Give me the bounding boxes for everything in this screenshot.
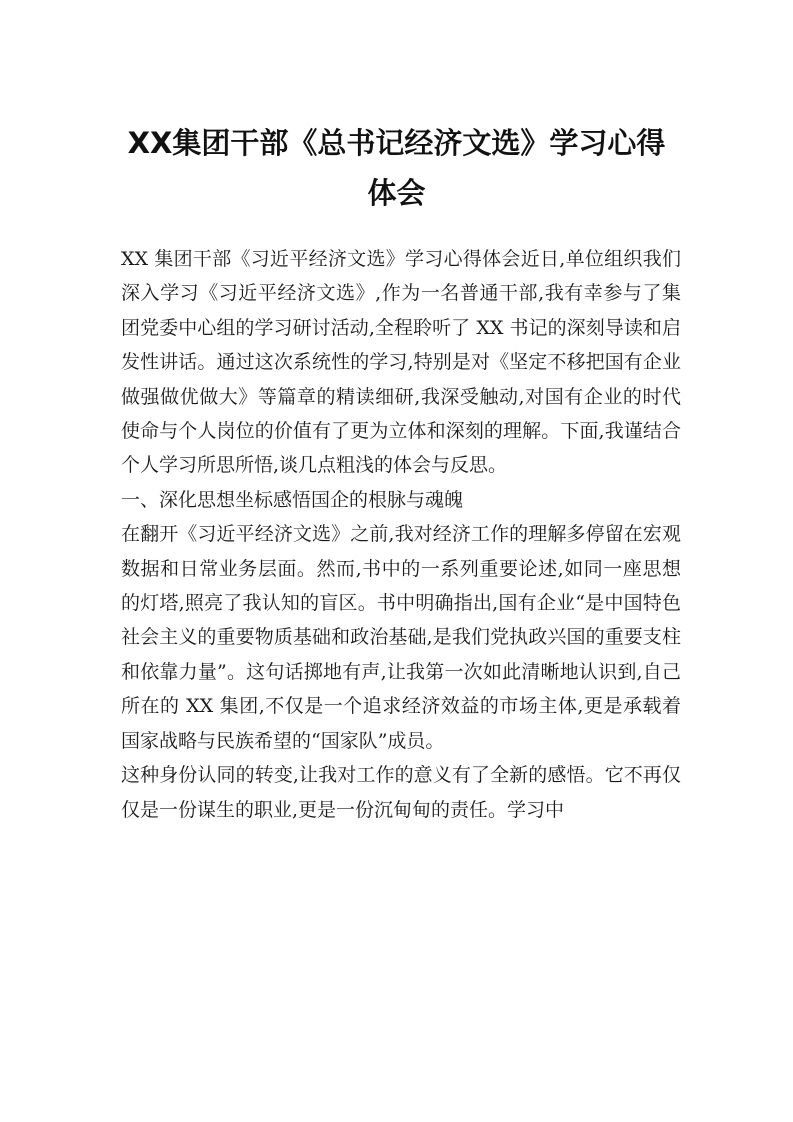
title-line-1: XX集团干部《总书记经济文选》学习心得 <box>127 126 666 160</box>
paragraph-intro: XX 集团干部《习近平经济文选》学习心得体会近日,单位组织我们深入学习《习近平经济文选》,作为一名普通干部,我有幸参与了集团党委中心组的学习研讨活动,全程聆听了 XX 书记的深刻导读和启发性讲话。通过这次系统性的学习,特别是对《坚定不移把国有企业做强做优做大》等篇章的精读细研,我深受触动,对国有企业的时代使命与个人岗位的价值有了更为立体和深刻的理解。下面,我谨结合个人学习所思所悟,谈几点粗浅的体会与反思。 <box>121 248 681 477</box>
document-body <box>121 242 681 827</box>
paragraph-2: 这种身份认同的转变,让我对工作的意义有了全新的感悟。它不再仅仅是一份谋生的职业,更是一份沉甸甸的责任。学习中 <box>121 764 681 821</box>
section-heading-1: 一、深化思想坐标感悟国企的根脉与魂魄 <box>121 488 464 511</box>
document-title <box>100 118 693 218</box>
title-line-2: 体会 <box>367 176 426 210</box>
paragraph-1: 在翻开《习近平经济文选》之前,我对经济工作的理解多停留在宏观数据和日常业务层面。然而,书中的一系列重要论述,如同一座思想的灯塔,照亮了我认知的盲区。书中明确指出,国有企业“是中国特色社会主义的重要物质基础和政治基础,是我们党执政兴国的重要支柱和依靠力量”。这句话掷地有声,让我第一次如此清晰地认识到,自己所在的 XX 集团,不仅是一个追求经济效益的市场主体,更是承载着国家战略与民族希望的“国家队”成员。 <box>121 523 681 752</box>
